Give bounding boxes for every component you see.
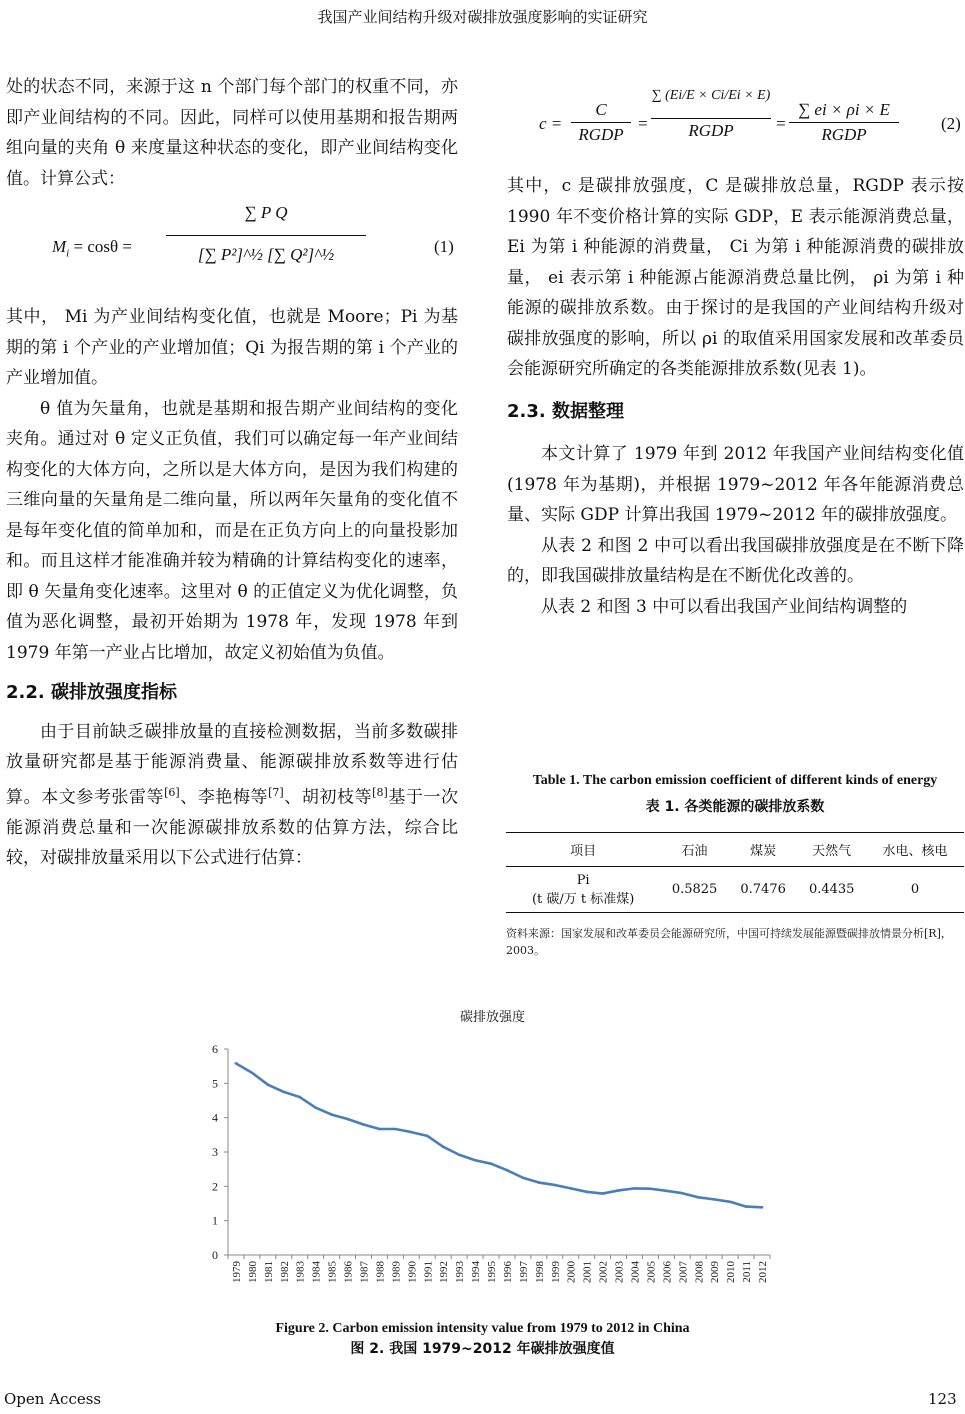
x-tick-label: 1994 [470,1261,483,1283]
paragraph-theta: θ 值为矢量角，也就是基期和报告期产业间结构的变化夹角。通过对 θ 定义正负值，我们可以确定每一年产业间结构变化的大体方向，之所以是大体方向，是因为我们构建的三维向量的矢量角是二维向量，所以两年矢量角的变化值不是每年变化值的简单加和，而是在正负方向上的向量投影加和。而且这样才能准确并较为精确的计算结构变化的速率，即 θ 矢量角变化速率。这里对 θ 的正值定义为优化调整，负值为恶化调整，最初开始期为 1978 年，发现 1978 年到 1979 年第一产业占比增加，故定义初始值为负值。 [6,398,458,663]
table1-header: 项目 [570,844,597,859]
data-point [490,1162,493,1165]
x-tick-label: 2005 [645,1261,658,1283]
data-point [314,1106,317,1109]
data-point [410,1131,413,1134]
table1-header: 石油 [681,844,708,859]
eq1-mid: = cosθ = [73,237,132,256]
footer-open-access: Open Access [4,1390,102,1408]
data-point [298,1096,301,1099]
data-point [282,1091,285,1094]
figure2-caption-en: Figure 2. Carbon emission intensity value from 1979 to 2012 in China [275,1321,690,1336]
data-point [378,1128,381,1131]
eq2-label: (2) [941,114,961,133]
y-tick-label: 0 [212,1248,218,1262]
x-tick-label: 2004 [629,1261,642,1283]
right-column [507,171,964,622]
y-tick-label: 3 [212,1145,218,1159]
table1-cell: 0.4435 [808,882,855,897]
table1-cell: 0 [910,882,920,897]
data-point [474,1159,477,1162]
data-point [506,1169,509,1172]
x-tick-label: 1979 [230,1261,243,1283]
x-tick-label: 1992 [438,1261,451,1283]
table1-cell: 0.7476 [740,882,786,897]
data-point [761,1206,764,1209]
x-tick-label: 2007 [677,1261,690,1283]
data-point [601,1192,604,1195]
table-1 [506,770,964,959]
data-point [569,1187,572,1190]
table1-caption-zh: 表 1. 各类能源的碳排放系数 [645,799,825,815]
data-point [330,1113,333,1116]
eq2-equals-1: = [637,114,649,133]
y-tick-label: 5 [212,1076,218,1091]
table1-header: 水电、核电 [882,844,948,859]
eq2-frac2-num: ∑ (Ei/E × Ci/Ei × E) [651,88,771,103]
running-header: 我国产业间结构升级对碳排放强度影响的实证研究 [317,8,648,26]
data-point [745,1205,748,1208]
data-point [697,1196,700,1199]
data-point [681,1192,684,1195]
data-point [633,1187,636,1190]
eq1-lhs: M [52,237,67,256]
ref-6[interactable]: [6] [164,785,180,799]
x-tick-label: 1981 [262,1261,275,1283]
data-point [442,1146,445,1149]
x-tick-label: 1991 [422,1261,435,1283]
x-tick-label: 1993 [454,1261,467,1283]
x-tick-label: 2011 [741,1261,754,1283]
paragraph-data: 本文计算了 1979 年到 2012 年我国产业间结构变化值(1978 年为基期)，并根据 1979~2012 年各年能源消费总量、实际 GDP 计算出我国 1979~2012 年的碳排放强度。 [507,444,964,525]
section-2-3-heading: 2.3. 数据整理 [507,400,624,422]
x-tick-label: 1985 [326,1261,339,1283]
eq2-equals-2: = [775,114,787,133]
data-point [426,1135,429,1138]
table1-caption-en: Table 1. The carbon emission coefficient of different kinds of energy [532,773,938,788]
paragraph-table2-fig3: 从表 2 和图 3 中可以看出我国产业间结构调整的 [541,596,908,617]
eq1-label: (1) [434,237,454,256]
equation-1 [6,194,458,302]
x-tick-label: 1989 [390,1261,403,1283]
x-tick-label: 1987 [358,1261,371,1283]
data-point [251,1071,254,1074]
data-point [649,1187,652,1190]
x-tick-label: 2000 [565,1261,578,1283]
x-tick-label: 1984 [310,1261,323,1283]
x-tick-label: 1982 [278,1261,291,1283]
data-point [362,1123,365,1126]
carbon-intensity-chart [190,1030,790,1310]
x-tick-label: 2009 [709,1261,722,1283]
eq2-lhs: c = [539,114,563,133]
x-tick-label: 2010 [725,1261,738,1283]
eq1-denominator: [∑ P²]^½ [∑ Q²]^½ [197,244,335,264]
eq2-frac3-num: ∑ ei × ρi × E [798,100,890,119]
x-tick-label: 1983 [294,1261,307,1283]
x-tick-label: 1980 [246,1261,259,1283]
eq2-frac1-den: RGDP [578,125,624,144]
eq1-numerator: ∑ P Q [244,203,288,222]
data-point [458,1153,461,1156]
eq1-sub: i [66,247,70,260]
data-point [617,1189,620,1192]
left-column [6,72,458,874]
x-tick-label: 2002 [597,1261,610,1283]
y-tick-label: 6 [212,1042,218,1056]
x-tick-label: 2003 [613,1261,626,1283]
x-tick-label: 1986 [342,1261,355,1283]
paragraph-intro: 处的状态不同，来源于这 n 个部门每个部门的权重不同，亦即产业间结构的不同。因此，同样可以使用基期和报告期两组向量的夹角 θ 来度量这种状态的变化，即产业间结构变化值。计算公式： [6,77,458,189]
paragraph-table2-fig2: 从表 2 和图 2 中可以看出我国碳排放强度是在不断下降的，即我国碳排放量结构是在不断优化改善的。 [507,535,964,586]
data-point [585,1191,588,1194]
equation-2 [507,64,964,164]
data-point [346,1118,349,1121]
eq2-frac2-den: RGDP [688,121,734,140]
y-tick-label: 4 [212,1110,218,1125]
paragraph-estimation: 由于目前缺乏碳排放量的直接检测数据，当前多数碳排放量研究都是基于能源消费量、能源碳排放系数等进行估算。本文参考张雷等[6]、李艳梅等[7]、胡初枝等[8]基于一次能源消费总量和一次能源碳排放系数的估算方法，综合比较，对碳排放量采用以下公式进行估算： [6,721,459,869]
x-tick-label: 1998 [533,1261,546,1283]
table1-source-note: 资料来源：国家发展和改革委员会能源研究所，中国可持续发展能源暨碳排放情景分析[R]，2003。 [506,927,952,957]
data-point [235,1062,238,1065]
table1-row-label: Pi (t 碳/万 t 标准煤) [531,872,635,907]
table1-cell: 0.5825 [671,882,718,897]
eq2-frac1-num: C [595,100,607,119]
table1-grid [506,832,964,913]
section-2-2-heading: 2.2. 碳排放强度指标 [6,682,177,703]
y-tick-label: 1 [212,1213,218,1228]
series-line-0 [236,1063,762,1207]
data-point [267,1083,270,1086]
ref-7[interactable]: [7] [268,785,284,799]
data-point [713,1198,716,1201]
data-point [553,1184,556,1187]
paragraph-variables: 其中，c 是碳排放强度，C 是碳排放总量，RGDP 表示按 1990 年不变价格计算的实际 GDP，E 表示能源消费总量， Ei 为第 i 种能源的消费量， Ci 为第 i 种能源消费的碳排放量， ei 表示第 i 种能源占能源消费总量比例， ρi 为第 i 种能源的碳排放系数。由于探讨的是我国的产业间结构升级对碳排放强度的影响，所以 ρi 的取值采用国家发展和改革委员会能源研究所确定的各类能源排放系数(见表 1)。 [507,176,964,379]
figure2-caption-zh: 图 2. 我国 1979~2012 年碳排放强度值 [350,1341,615,1357]
table1-header: 天然气 [812,844,852,859]
x-tick-label: 2012 [757,1261,770,1283]
chart-title: 碳排放强度 [459,1010,525,1025]
x-tick-label: 1995 [486,1261,499,1283]
data-point [394,1128,397,1131]
x-tick-label: 1999 [549,1261,562,1283]
eq2-frac3-den: RGDP [821,125,867,144]
x-tick-label: 1990 [406,1261,419,1283]
x-tick-label: 1997 [517,1261,530,1283]
table1-header: 煤炭 [750,844,777,859]
ref-8[interactable]: [8] [372,785,388,799]
x-tick-label: 2006 [661,1261,674,1283]
x-tick-label: 2001 [581,1261,594,1283]
data-point [729,1200,732,1203]
x-tick-label: 1988 [374,1261,387,1283]
y-tick-label: 2 [212,1179,218,1194]
x-tick-label: 2008 [693,1261,706,1283]
page-number: 123 [928,1390,957,1408]
x-tick-label: 1996 [501,1261,514,1283]
data-point [522,1176,525,1179]
data-point [538,1181,541,1184]
paragraph-definitions: 其中， Mi 为产业间结构变化值，也就是 Moore；Pi 为基期的第 i 个产业的产业增加值；Qi 为报告期的第 i 个产业的产业增加值。 [6,307,458,388]
data-point [665,1189,668,1192]
